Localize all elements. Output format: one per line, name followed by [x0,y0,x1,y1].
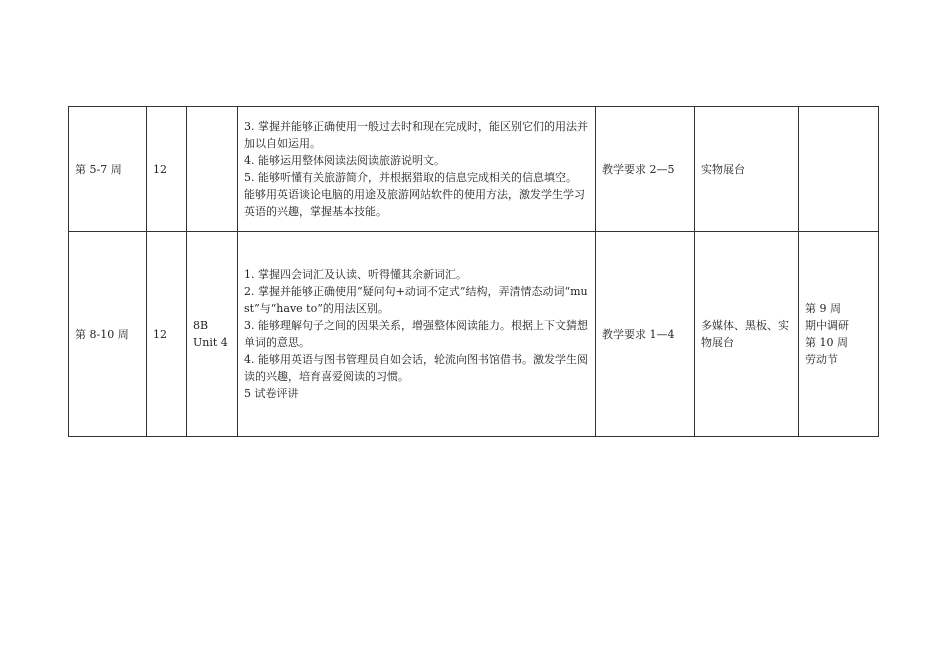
content-line: 能够用英语谈论电脑的用途及旅游网站软件的使用方法，激发学生学习英语的兴趣，掌握基本技能。 [244,188,585,218]
content-line: 1. 掌握四会词汇及认读、听得懂其余新词汇。 [244,268,467,281]
unit-cell [187,107,238,232]
media-cell: 多媒体、黑板、实物展台 [695,232,799,437]
hours-cell: 12 [147,232,187,437]
unit-line: Unit 4 [193,336,228,349]
requirement-cell: 教学要求 2—5 [596,107,695,232]
content-line: 5. 能够听懂有关旅游简介，并根据猎取的信息完成相关的信息填空。 [244,171,577,184]
teaching-schedule-table [68,106,879,437]
content-cell [238,107,596,232]
content-line: 3. 能够理解句子之间的因果关系，增强整体阅读能力。根据上下文猜想单词的意思。 [244,319,588,349]
unit-line: 8B [193,319,209,332]
media-cell: 实物展台 [695,107,799,232]
table-row [69,232,879,437]
note-line: 第 9 周 [805,302,841,315]
content-line: 4. 能够用英语与图书管理员自如会话，轮流向图书馆借书。激发学生阅读的兴趣，培育喜爱阅读的习惯。 [244,353,588,383]
note-line: 劳动节 [805,353,838,366]
content-line: 3. 掌握并能够正确使用一般过去时和现在完成时，能区别它们的用法并加以自如运用。 [244,120,588,150]
week-cell: 第 8-10 周 [69,232,147,437]
content-cell [238,232,596,437]
requirement-cell: 教学要求 1—4 [596,232,695,437]
notes-cell [799,107,879,232]
content-line: 5 试卷评讲 [244,387,299,400]
note-line: 第 10 周 [805,336,848,349]
content-line: 4. 能够运用整体阅读法阅读旅游说明文。 [244,154,445,167]
content-line: 2. 掌握并能够正确使用“疑问句+动词不定式”结构，弄清情态动词“must”与“have to”的用法区别。 [244,285,588,315]
week-cell: 第 5-7 周 [69,107,147,232]
note-line: 期中调研 [805,319,849,332]
table-row [69,107,879,232]
unit-cell [187,232,238,437]
notes-cell [799,232,879,437]
hours-cell: 12 [147,107,187,232]
